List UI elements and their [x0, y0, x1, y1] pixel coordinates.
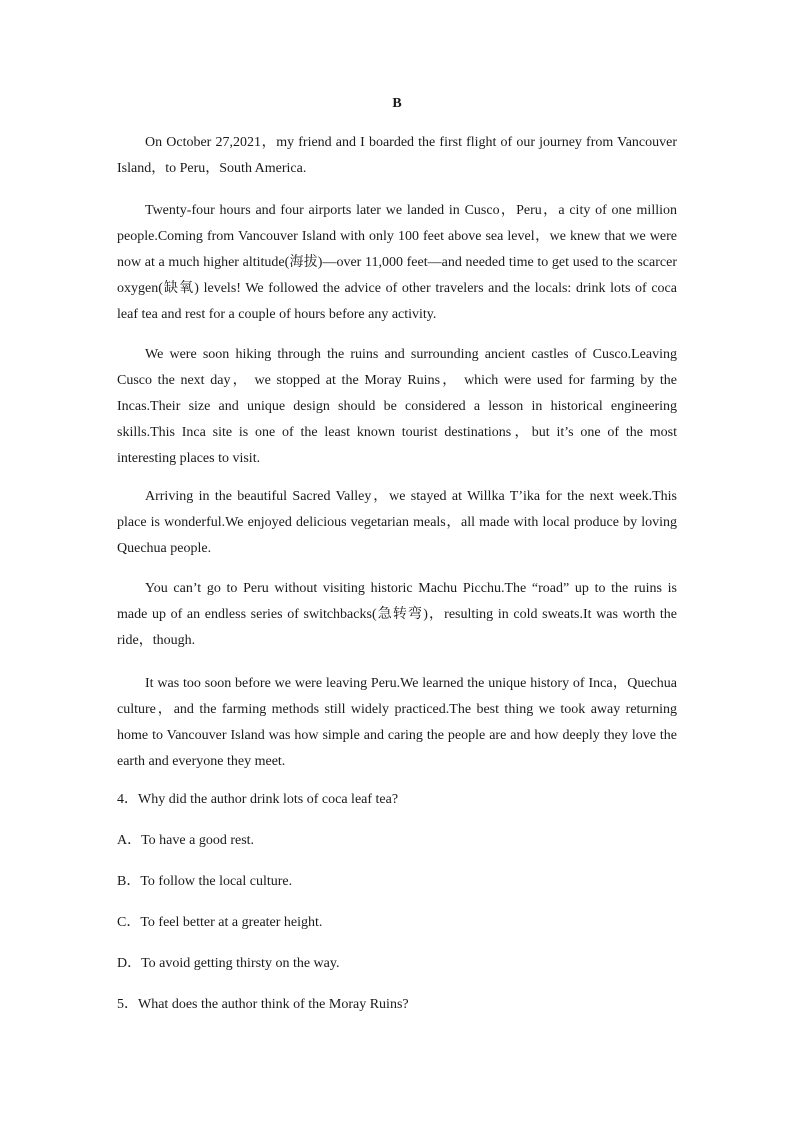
option-d: D．To avoid getting thirsty on the way.	[117, 956, 340, 971]
passage-paragraph-3: We were soon hiking through the ruins and surrounding ancient castles of Cusco.Leaving Cusco the next day， we stopped at the Moray Ruins， which were used for farming by the Incas.Their size and unique design should be considered a lesson in historical engineering skills.This Inca site is one of the least known tourist destinations，but it’s one of the most interesting places to visit.	[117, 347, 677, 466]
passage-paragraph-1: On October 27,2021，my friend and I boarded the first flight of our journey from Vancouver Island，to Peru，South America.	[117, 135, 677, 176]
question-4: 4．Why did the author drink lots of coca leaf tea?	[117, 792, 399, 807]
passage-paragraph-6: It was too soon before we were leaving Peru.We learned the unique history of Inca，Quechua culture，and the farming methods still widely practiced.The best thing we took away returning home to Vancouver Island was how simple and caring the people are and how deeply they love the earth and everyone they meet.	[117, 676, 677, 769]
option-b: B．To follow the local culture.	[117, 874, 293, 889]
passage-paragraph-4: Arriving in the beautiful Sacred Valley，we stayed at Willka T’ika for the next week.This place is wonderful.We enjoyed delicious vegetarian meals，all made with local produce by loving Quechua people.	[117, 489, 677, 556]
option-a: A．To have a good rest.	[117, 833, 255, 848]
question-5: 5．What does the author think of the Moray Ruins?	[117, 997, 409, 1012]
option-c: C．To feel better at a greater height.	[117, 915, 323, 930]
section-title: B	[392, 96, 402, 111]
passage-paragraph-5: You can’t go to Peru without visiting historic Machu Picchu.The “road” up to the ruins is made up of an endless series of switchbacks(急转弯)，resulting in cold sweats.It was worth the ride，though.	[117, 581, 677, 648]
passage-paragraph-2: Twenty-four hours and four airports later we landed in Cusco，Peru，a city of one million people.Coming from Vancouver Island with only 100 feet above sea level，we knew that we were now at a much higher altitude(海拔)—over 11,000 feet—and needed time to get used to the scarcer oxygen(缺氧) levels! We followed the advice of other travelers and the locals: drink lots of coca leaf tea and rest for a couple of hours before any activity.	[117, 203, 677, 322]
